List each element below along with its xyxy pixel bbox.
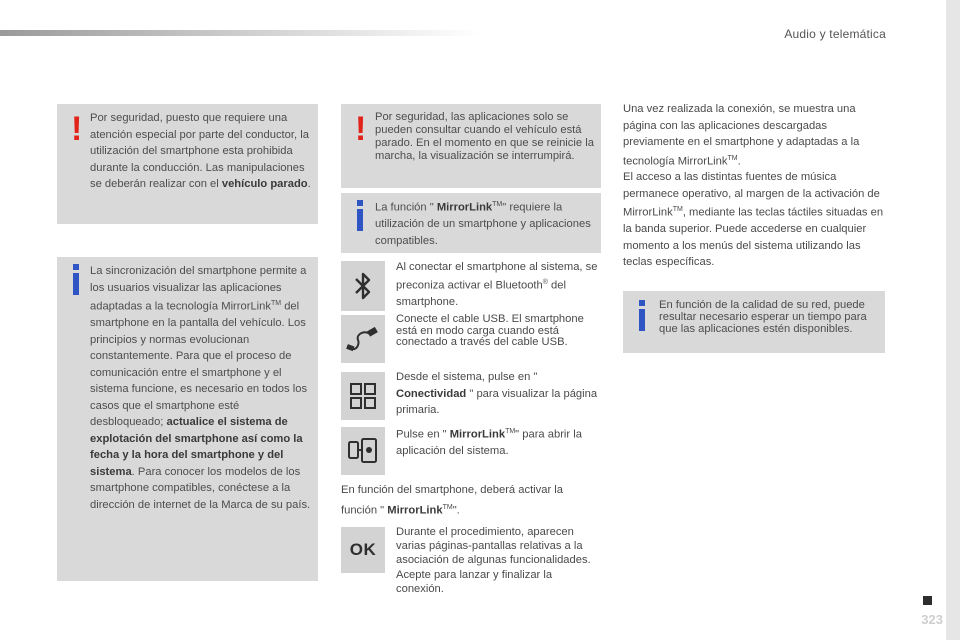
- music-sources-paragraph: El acceso a las distintas fuentes de música permanece operativo, al margen de la activación de MirrorLink™, mediante las teclas táctiles situadas en la banda superior. Puede accederse en cualquier momento a los menús del sistema utilizando las teclas específicas.: [623, 171, 884, 269]
- page-edge-strip: [946, 0, 960, 640]
- header-gradient-bar: [0, 30, 480, 36]
- info-text: La sincronización del smartphone permite a los usuarios visualizar las aplicaciones adaptadas a la tecnología MirrorLink™ del smartphone en la pantalla del vehículo. Los principios y normas evolucionan constantemente. Para que el proceso de comunicación entre el smartphone y el sistema funcione, es necesario en todos los casos que el smartphone esté desbloqueado; actualice el sistema de explotación del smartphone así como la fecha y la hora del smartphone y del sistema. Para conocer los modelos de los smartphone compatibles, conéctese a la dirección de internet de la Marca de su país.: [90, 265, 311, 511]
- warning-icon: !: [355, 110, 367, 148]
- header-title: Audio y telemática: [784, 27, 886, 41]
- mirrorlink-icon: [347, 437, 379, 465]
- info-text: En función de la calidad de su red, puede resultar necesario esperar un tiempo para que las aplicaciones estén disponibles.: [659, 299, 867, 335]
- step-mirrorlink-text: Pulse en " MirrorLink™" para abrir la aplicación del sistema.: [396, 428, 582, 458]
- warning-text: Por seguridad, puesto que requiere una atención especial por parte del conductor, la utilización del smartphone esta prohibida durante la conducción. Las manipulaciones se deberán realizar con el vehículo parado.: [90, 112, 311, 190]
- page-number: 323: [921, 612, 943, 627]
- mirrorlink-icon-box: [341, 427, 385, 475]
- step-ok-text: Durante el procedimiento, aparecen varias páginas-pantallas relativas a la asociación de algunas funcionalidades. Acepte para lanzar y finalizar la conexión.: [396, 526, 591, 595]
- info-box-requirements: [341, 193, 601, 253]
- warning-box-apps: [341, 104, 601, 188]
- bluetooth-icon-box: [341, 261, 385, 311]
- warning-box-driving: [57, 104, 318, 224]
- info-icon: [639, 309, 645, 331]
- bluetooth-icon: [352, 270, 374, 302]
- ok-icon: OK: [349, 540, 377, 559]
- warning-icon: !: [71, 110, 83, 148]
- ok-icon-box: [341, 527, 385, 573]
- info-icon: [357, 209, 363, 231]
- step-usb-text: Conecte el cable USB. El smartphone está en modo carga cuando está conectado a través del cable USB.: [396, 313, 584, 348]
- info-icon: [73, 273, 79, 295]
- menu-grid-icon: [349, 382, 377, 410]
- step-bluetooth-text: Al conectar el smartphone al sistema, se preconiza activar el Bluetooth® del smartphone.: [396, 261, 598, 308]
- step-connectivity-text: Desde el sistema, pulse en " Conectividad " para visualizar la página primaria.: [396, 371, 598, 416]
- usb-cable-icon: [346, 324, 380, 354]
- info-box-sync: [57, 257, 318, 581]
- info-text: La función " MirrorLink™" requiere la utilización de un smartphone y aplicaciones compatibles.: [375, 201, 591, 247]
- info-box-network: [623, 291, 885, 353]
- usb-cable-icon-box: [341, 315, 385, 363]
- mirrorlink-activation-paragraph: En función del smartphone, deberá activar la función " MirrorLink™".: [341, 484, 564, 517]
- menu-grid-icon-box: [341, 372, 385, 420]
- connection-result-paragraph: Una vez realizada la conexión, se muestra una página con las aplicaciones descargadas previamente en el smartphone y adaptadas a la tecnología MirrorLink™.: [623, 103, 860, 168]
- page-marker: [923, 596, 932, 605]
- warning-text: Por seguridad, las aplicaciones solo se pueden consultar cuando el vehículo está parado. En el momento en que se reinicie la marcha, la visualización se interrumpirá.: [375, 111, 594, 162]
